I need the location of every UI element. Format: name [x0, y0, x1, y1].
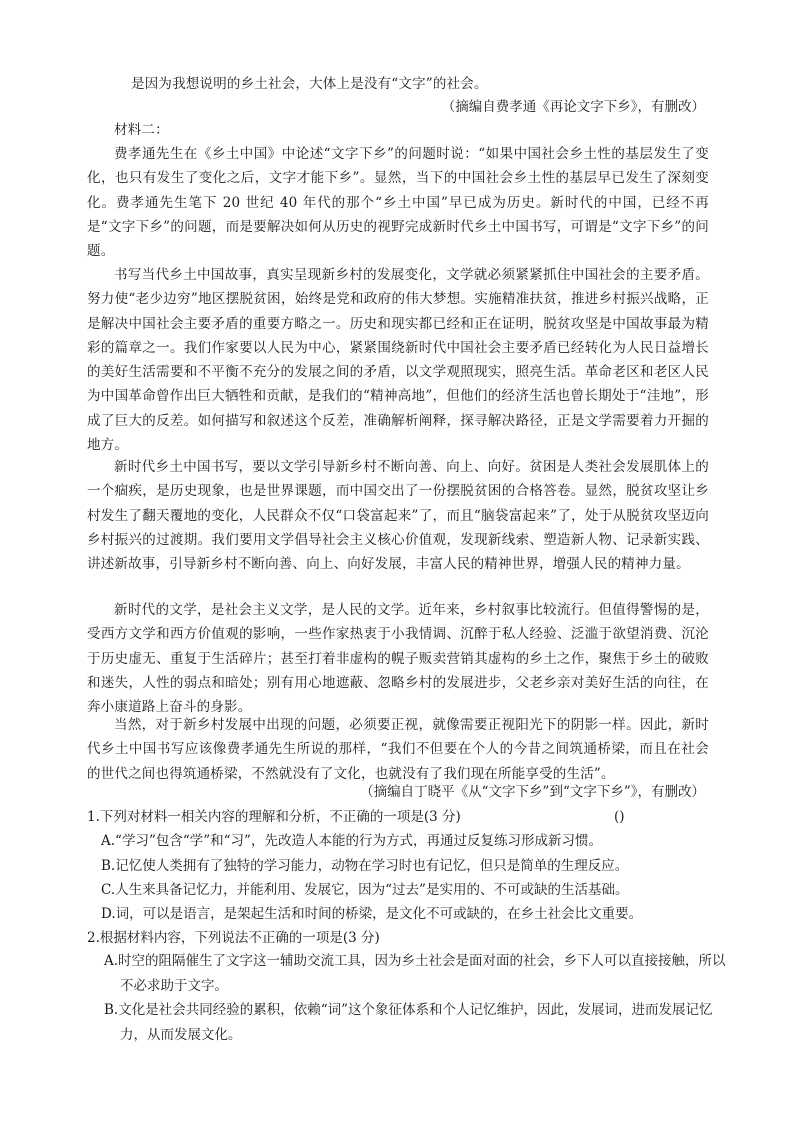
material1-tail: 是因为我想说明的乡土社会，大体上是没有“文字”的社会。	[131, 76, 488, 92]
material2-paragraph-2: 书写当代乡土中国故事，真实呈现新乡村的发展变化，文学就必须紧紧抓住中国社会的主要矛盾。努力使“老少边穷”地区摆脱贫困，始终是党和政府的伟大梦想。实施精准扶贫，推进乡村振兴战略，正是解决中国社会主要矛盾的重要方略之一。历史和现实都已经和正在证明，脱贫攻坚是中国故事最为精彩的篇章之一。我们作家要以人民为中心，紧紧围绕新时代中国社会主要矛盾已经转化为人民日益增长的美好生活需要和不平衡不充分的发展之间的矛盾，以文学观照现实，照亮生活。革命老区和老区人民为中国革命曾作出巨大牺牲和贡献，是我们的“精神高地”，但他们的经济生活也曾长期处于“洼地”，形成了巨大的反差。如何描写和叙述这个反差，准确解析阐释，探寻解决路径，正是文学需要着力开掘的地方。	[87, 267, 709, 454]
material2-paragraph-3: 新时代乡土中国书写，要以文学引导新乡村不断向善、向上、向好。贫困是人类社会发展肌体上的一个痼疾，是历史现象，也是世界课题，而中国交出了一份摆脱贫困的合格答卷。显然，脱贫攻坚让乡村发生了翻天覆地的变化，人民群众不仅“口袋富起来”了，而且“脑袋富起来”了，处于从脱贫攻坚迈向乡村振兴的过渡期。我们要用文学倡导社会主义核心价值观，发现新线索、塑造新人物、记录新实践、讲述新故事，引导新乡村不断向善、向上、向好发展，丰富人民的精神世界，增强人民的精神力量。	[87, 459, 709, 573]
question-2-option-b: B.文化是社会共同经验的累积，依赖“词”这个象征体系和个人记忆维护，因此，发展词，进而发展记忆力，从而发展文化。	[104, 1002, 713, 1043]
material2-source: （摘编自丁晓平《从“文字下乡”到“文字下乡”》，有删改）	[360, 784, 705, 800]
material1-source: （摘编自费孝通《再论文字下乡》，有删改）	[441, 99, 705, 115]
material2-paragraph-1: 费孝通先生在《乡土中国》中论述“文字下乡”的问题时说：“如果中国社会乡土性的基层发生了变化，也只有发生了变化之后，文字才能下乡”。显然，当下的中国社会乡土性的基层早已发生了深刻变化。费孝通先生笔下 20 世纪 40 年代的那个“乡土中国”早已成为历史。新时代的中国，已经不再是“文字下乡”的问题，而是要解决如何从历史的视野完成新时代乡土中国书写，可谓是“文字下乡”的问题。	[87, 146, 709, 260]
material2-paragraph-5: 当然，对于新乡村发展中出现的问题，必须要正视，就像需要正视阳光下的阴影一样。因此，新时代乡土中国书写应该像费孝通先生所说的那样，“我们不但要在个人的今昔之间筑通桥梁，而且在社会的世代之间也得筑通桥梁，不然就没有了文化，也就没有了我们现在所能享受的生活”。	[87, 717, 709, 782]
question-2-stem: 2.根据材料内容，下列说法不正确的一项是(3 分)	[87, 930, 380, 946]
question-1-option-b: B.记忆使人类拥有了独特的学习能力，动物在学习时也有记忆，但只是简单的生理反应。	[101, 858, 629, 874]
question-1-answer-blank: ()	[614, 809, 625, 825]
question-1-stem: 1.下列对材料一相关内容的理解和分析，不正确的一项是(3 分)	[87, 809, 461, 825]
question-1-option-d: D.词，可以是语言，是架起生活和时间的桥梁，是文化不可或缺的，在乡土社会比文重要。	[101, 906, 643, 922]
question-1-option-a: A.“学习”包含“学”和“习”，先改造人本能的行为方式，再通过反复练习形成新习惯。	[101, 833, 602, 849]
material2-paragraph-4: 新时代的文学，是社会主义文学，是人民的文学。近年来，乡村叙事比较流行。但值得警惕的是，受西方文学和西方价值观的影响，一些作家热衷于小我情调、沉醉于私人经验、泛滥于欲望消费、沉沦于历史虚无、重复于生活碎片；甚至打着非虚构的幌子贩卖营销其虚构的乡土之作，聚焦于乡土的破败和迷失，人性的弱点和暗处；别有用心地遮蔽、忽略乡村的发展进步，父老乡亲对美好生活的向往，在奔小康道路上奋斗的身影。	[87, 602, 709, 716]
question-1-option-c: C.人生来具备记忆力，并能利用、发展它，因为“过去”是实用的、不可或缺的生活基础。	[101, 882, 629, 898]
material2-heading: 材料二：	[114, 122, 169, 138]
question-2-option-a: A.时空的阻隔催生了文字这一辅助交流工具，因为乡土社会是面对面的社会，乡下人可以直接接触，所以不必求助于文字。	[104, 953, 726, 994]
